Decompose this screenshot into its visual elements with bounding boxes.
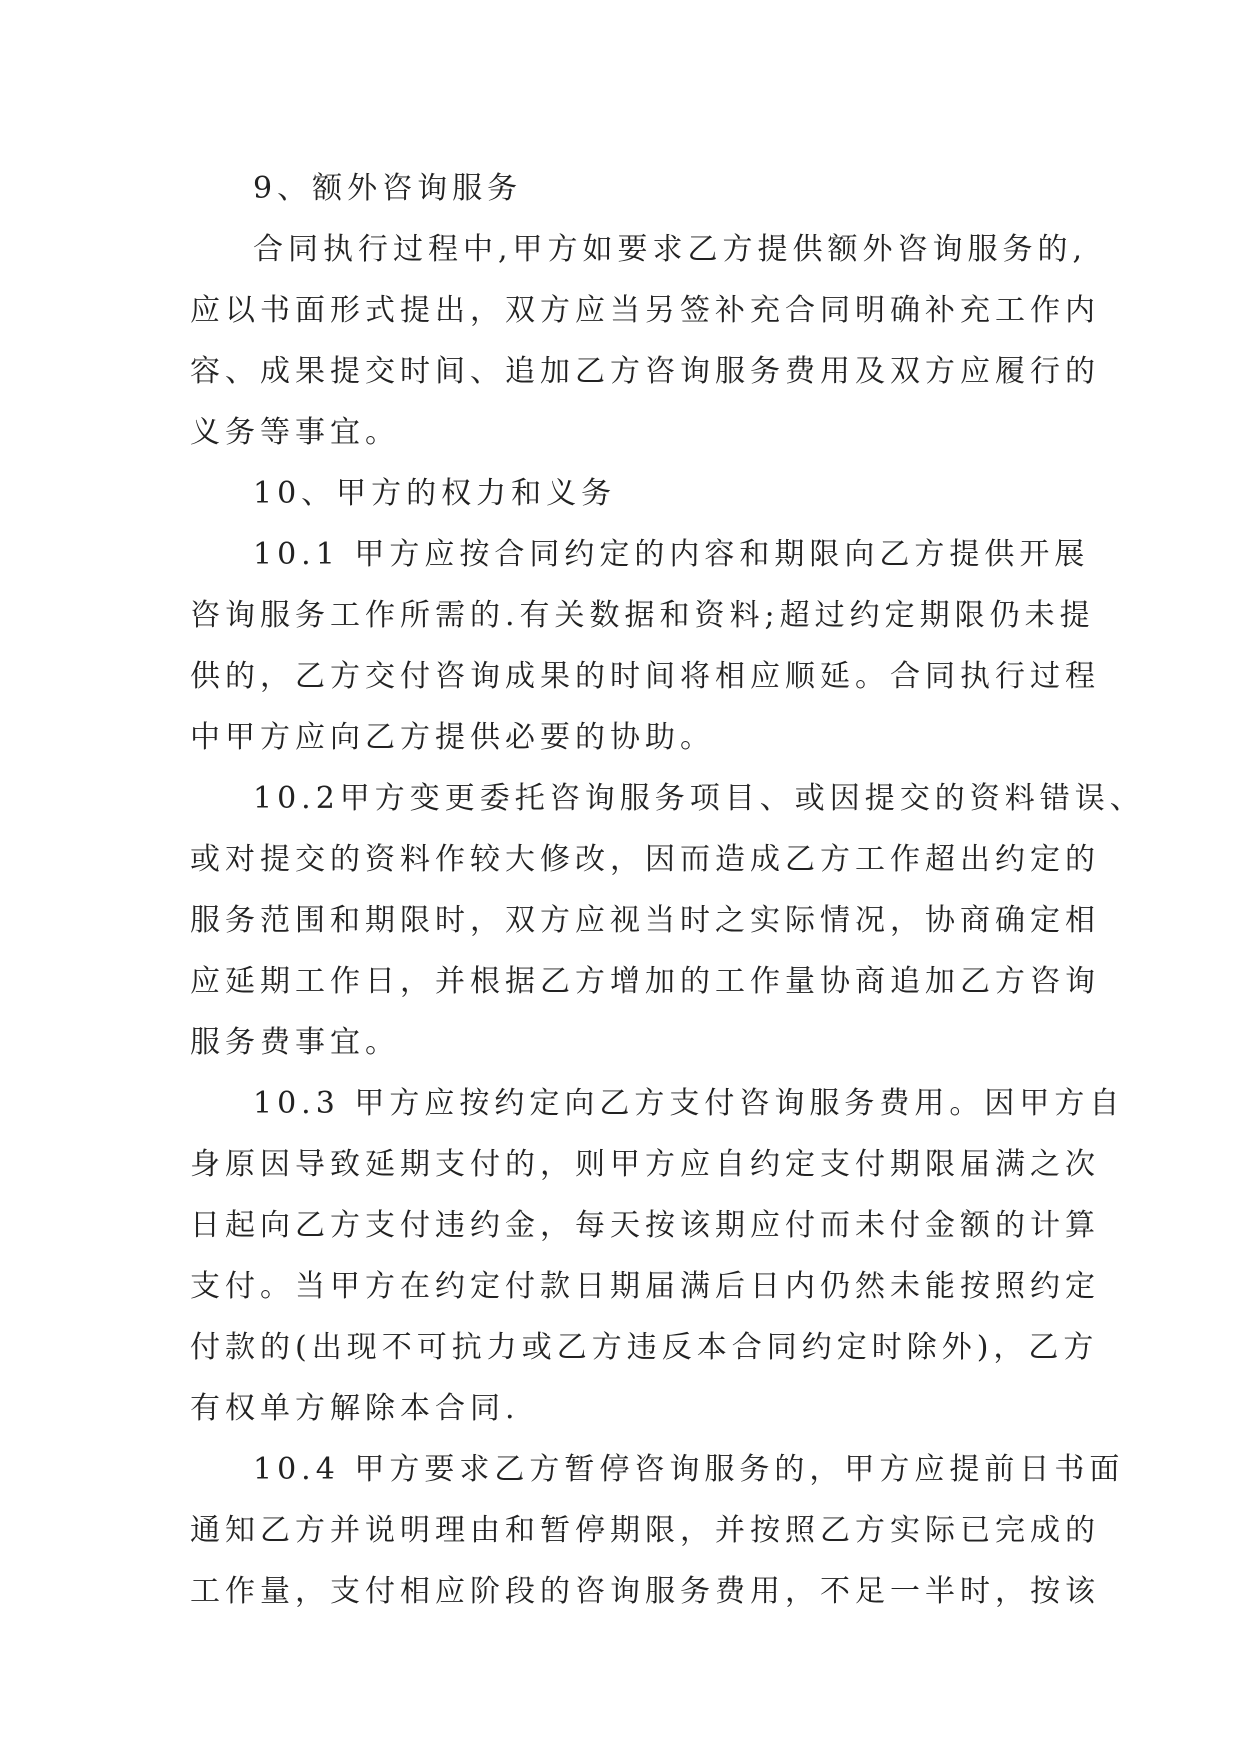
section-heading-10: 10、甲方的权力和义务 xyxy=(253,476,617,511)
clause-10-4-line: 工作量，支付相应阶段的咨询服务费用，不足一半时，按该 xyxy=(190,1574,1100,1609)
section-heading-9: 9、额外咨询服务 xyxy=(253,171,523,206)
clause-10-1-line: 供的，乙方交付咨询成果的时间将相应顺延。合同执行过程 xyxy=(190,659,1100,694)
clause-10-3-line: 身原因导致延期支付的，则甲方应自约定支付期限届满之次 xyxy=(190,1147,1100,1182)
clause-10-1-line: 咨询服务工作所需的.有关数据和资料;超过约定期限仍未提 xyxy=(190,598,1095,633)
clause-10-3-line: 日起向乙方支付违约金，每天按该期应付而未付金额的计算 xyxy=(190,1208,1100,1243)
clause-10-1-line: 10.1 甲方应按合同约定的内容和期限向乙方提供开展 xyxy=(253,537,1090,572)
clause-10-2-line: 或对提交的资料作较大修改，因而造成乙方工作超出约定的 xyxy=(190,842,1100,877)
clause-10-2-line: 服务费事宜。 xyxy=(190,1025,400,1060)
clause-10-3-line: 支付。当甲方在约定付款日期届满后日内仍然未能按照约定 xyxy=(190,1269,1100,1304)
clause-10-4-line: 通知乙方并说明理由和暂停期限，并按照乙方实际已完成的 xyxy=(190,1513,1100,1548)
paragraph-line: 应以书面形式提出，双方应当另签补充合同明确补充工作内 xyxy=(190,293,1100,328)
clause-10-2-line: 应延期工作日，并根据乙方增加的工作量协商追加乙方咨询 xyxy=(190,964,1100,999)
document-body xyxy=(190,158,1145,1622)
clause-10-4-line: 10.4 甲方要求乙方暂停咨询服务的，甲方应提前日书面 xyxy=(253,1452,1125,1487)
clause-10-2-line: 10.2甲方变更委托咨询服务项目、或因提交的资料错误、 xyxy=(253,781,1145,816)
clause-10-2-line: 服务范围和期限时，双方应视当时之实际情况，协商确定相 xyxy=(190,903,1100,938)
clause-10-3-line: 10.3 甲方应按约定向乙方支付咨询服务费用。因甲方自 xyxy=(253,1086,1125,1121)
clause-10-3-line: 付款的(出现不可抗力或乙方违反本合同约定时除外)，乙方 xyxy=(190,1330,1099,1365)
paragraph-line: 义务等事宜。 xyxy=(190,415,400,450)
clause-10-3-line: 有权单方解除本合同. xyxy=(190,1391,520,1426)
clause-10-1-line: 中甲方应向乙方提供必要的协助。 xyxy=(190,720,715,755)
paragraph-line: 容、成果提交时间、追加乙方咨询服务费用及双方应履行的 xyxy=(190,354,1100,389)
paragraph-line: 合同执行过程中,甲方如要求乙方提供额外咨询服务的, xyxy=(253,232,1088,267)
